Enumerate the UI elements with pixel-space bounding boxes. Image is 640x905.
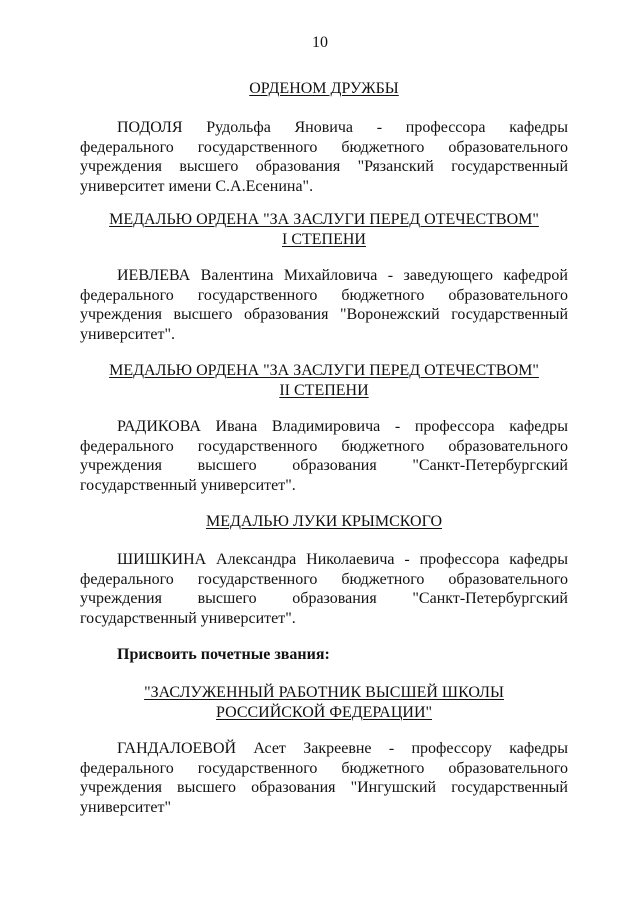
paragraph-line: государственный университет".	[80, 476, 296, 494]
heading-line: I СТЕПЕНИ	[282, 231, 366, 248]
heading-line: II СТЕПЕНИ	[279, 382, 369, 399]
paragraph-line: ШИШКИНА Александра Николаевича - профессора кафедры	[117, 551, 568, 568]
award-heading-medal-luka-krymsky	[80, 512, 568, 532]
paragraph-line: федерального государственного бюджетного образовательного	[80, 570, 568, 588]
page-number: 10	[312, 34, 328, 51]
paragraph-line: учреждения высшего образования "Воронежский государственный	[80, 306, 568, 324]
award-heading-order-of-friendship	[80, 79, 568, 99]
paragraph-line: университет"	[80, 798, 171, 816]
award-recipient-paragraph	[80, 417, 568, 495]
paragraph-line: учреждения высшего образования "Санкт-Петербургский	[80, 457, 568, 475]
paragraph-line: федерального государственного бюджетного образовательного	[80, 286, 568, 304]
paragraph-line: РАДИКОВА Ивана Владимировича - профессора кафедры	[117, 418, 568, 435]
heading-line: ОРДЕНОМ ДРУЖБЫ	[249, 80, 399, 97]
paragraph-line: государственный университет".	[80, 609, 296, 627]
paragraph-line: федерального государственного бюджетного образовательного	[80, 138, 568, 156]
paragraph-line: ГАНДАЛОЕВОЙ Асет Закреевне - профессору кафедры	[117, 740, 568, 757]
heading-line: РОССИЙСКОЙ ФЕДЕРАЦИИ"	[215, 704, 433, 721]
paragraph-line: ИЕВЛЕВА Валентина Михайловича - заведующего кафедрой	[117, 267, 568, 284]
heading-line: МЕДАЛЬЮ ЛУКИ КРЫМСКОГО	[205, 513, 442, 530]
honorary-titles-label: Присвоить почетные звания:	[117, 646, 330, 663]
award-heading-medal-merit-2nd	[80, 361, 568, 401]
heading-line: "ЗАСЛУЖЕННЫЙ РАБОТНИК ВЫСШЕЙ ШКОЛЫ	[144, 684, 504, 701]
award-recipient-paragraph	[80, 550, 568, 628]
heading-line: МЕДАЛЬЮ ОРДЕНА "ЗА ЗАСЛУГИ ПЕРЕД ОТЕЧЕСТВОМ"	[109, 362, 539, 379]
paragraph-line: ПОДОЛЯ Рудольфа Яновича - профессора кафедры	[117, 119, 568, 136]
honorary-recipient-paragraph	[80, 739, 568, 817]
paragraph-line: учреждения высшего образования "Ингушский государственный	[80, 779, 568, 797]
award-recipient-paragraph	[80, 266, 568, 344]
honorary-title-heading	[80, 683, 568, 723]
paragraph-line: университет имени С.А.Есенина".	[80, 177, 314, 195]
award-heading-medal-merit-1st	[80, 210, 568, 250]
award-recipient-paragraph	[80, 118, 568, 196]
heading-line: МЕДАЛЬЮ ОРДЕНА "ЗА ЗАСЛУГИ ПЕРЕД ОТЕЧЕСТВОМ"	[109, 211, 539, 228]
paragraph-line: университет".	[80, 325, 175, 343]
paragraph-line: учреждения высшего образования "Рязанский государственный	[80, 158, 568, 176]
paragraph-line: федерального государственного бюджетного образовательного	[80, 759, 568, 777]
paragraph-line: учреждения высшего образования "Санкт-Петербургский	[80, 590, 568, 608]
paragraph-line: федерального государственного бюджетного образовательного	[80, 437, 568, 455]
